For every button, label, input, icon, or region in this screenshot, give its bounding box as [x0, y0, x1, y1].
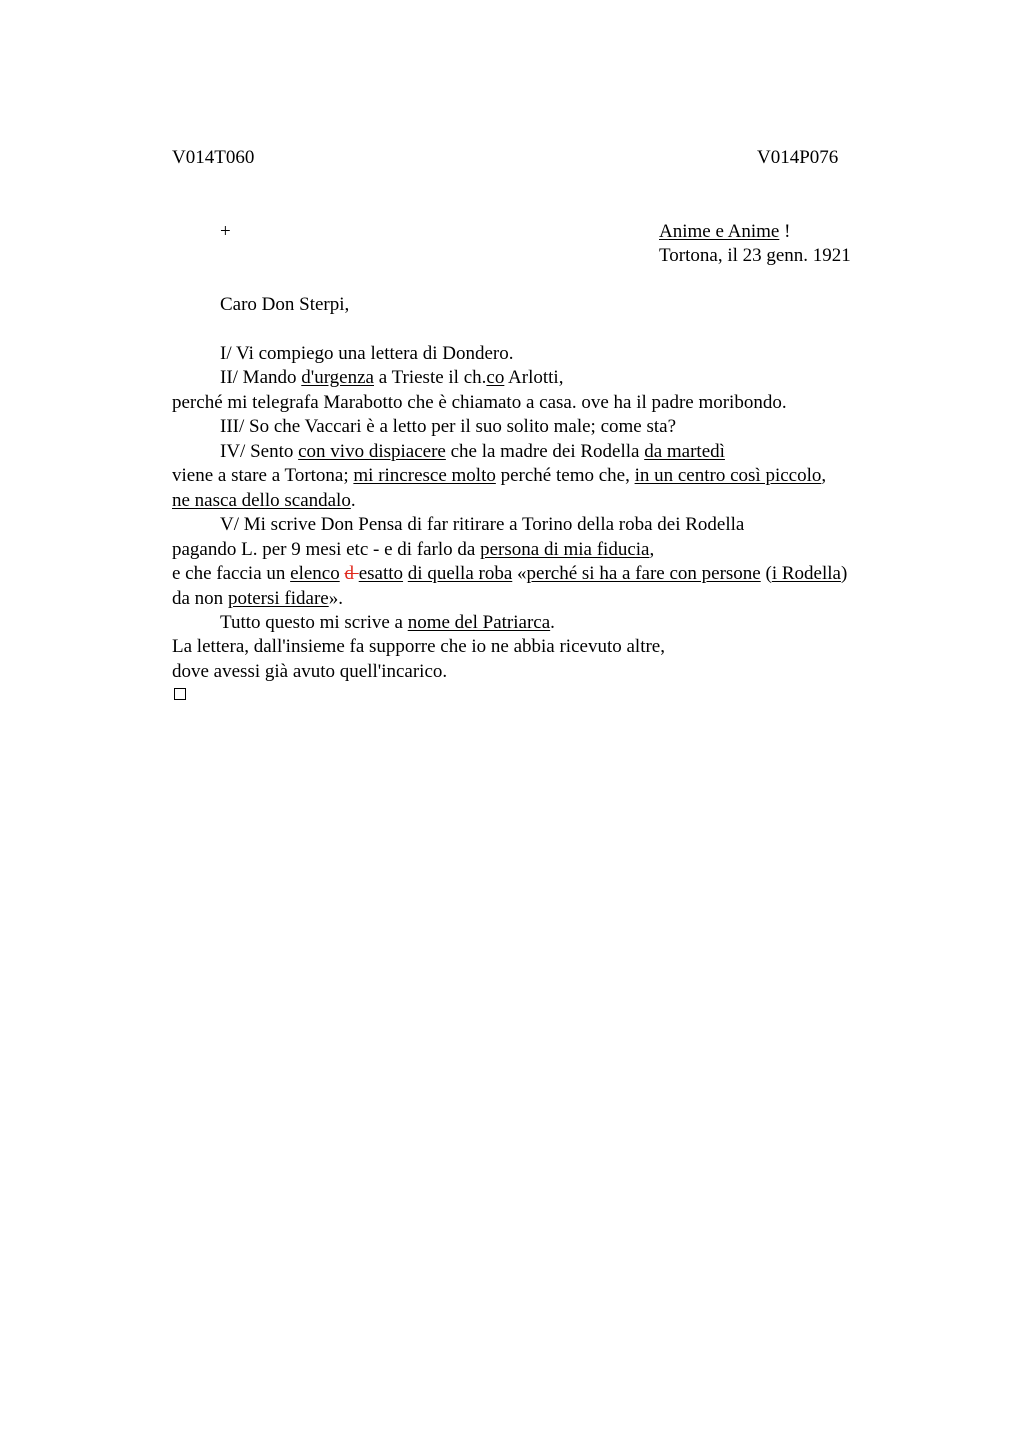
text-run: viene a stare a Tortona; [172, 465, 354, 486]
text-run: . [350, 490, 356, 511]
motto-punctuation: ! [779, 221, 791, 242]
underlined-text: mi rincresce molto [353, 465, 496, 486]
text-run: Tutto questo mi scrive a [220, 612, 408, 633]
text-run: ». [328, 588, 343, 609]
letter-line [172, 464, 826, 488]
underlined-text: in un centro così piccolo [634, 465, 822, 486]
letter-line [172, 587, 343, 611]
underlined-text: co [486, 367, 505, 388]
letter-line [220, 440, 725, 464]
text-run: a Trieste il ch. [373, 367, 487, 388]
greeting: Caro Don Sterpi, [220, 294, 350, 315]
text-run: « [512, 563, 527, 584]
text-run: e che faccia un [172, 563, 291, 584]
underlined-text: perché si ha a fare con persone [526, 563, 761, 584]
underlined-text: di quella roba [407, 563, 513, 584]
document-code-right: V014P076 [757, 147, 839, 168]
motto-text: Anime e Anime [659, 221, 780, 242]
letter-line: III/ So che Vaccari è a letto per il suo solito male; come sta? [220, 416, 677, 437]
text-run: pagando L. per 9 mesi etc - e di farlo da [172, 539, 481, 560]
underlined-text: i Rodella [771, 563, 841, 584]
letter-line: perché mi telegrafa Marabotto che è chiamato a casa. ove ha il padre moribondo. [172, 392, 787, 413]
text-run: IV/ Sento [220, 441, 299, 462]
letter-line: I/ Vi compiego una lettera di Dondero. [220, 343, 514, 364]
underlined-text: elenco [290, 563, 340, 584]
underlined-text: esatto [358, 563, 404, 584]
document-code-left: V014T060 [172, 147, 255, 168]
underlined-text: persona di mia fiducia [480, 539, 650, 560]
place-date: Tortona, il 23 genn. 1921 [659, 245, 851, 266]
cross-mark: + [220, 221, 231, 242]
underlined-text: con vivo dispiacere [298, 441, 446, 462]
motto [659, 220, 790, 244]
underlined-text: potersi fidare [227, 588, 329, 609]
letter-line [220, 366, 563, 390]
letter-line: V/ Mi scrive Don Pensa di far ritirare a Torino della roba dei Rodella [220, 514, 745, 535]
letter-line [172, 538, 654, 562]
text-run: da non [172, 588, 228, 609]
underlined-text: da martedì [644, 441, 725, 462]
text-run: ( [760, 563, 772, 584]
letter-line: La lettera, dall'insieme fa supporre che io ne abbia ricevuto altre, [172, 636, 665, 657]
letter-line [172, 562, 847, 586]
text-run: II/ Mando [220, 367, 302, 388]
text-run: che la madre dei Rodella [445, 441, 645, 462]
underlined-text: ne nasca dello scandalo [172, 490, 351, 511]
empty-square-icon [174, 688, 186, 700]
text-run: perché temo che, [495, 465, 635, 486]
text-run: . [550, 612, 555, 633]
underlined-text: nome del Patriarca [407, 612, 551, 633]
letter-line: dove avessi già avuto quell'incarico. [172, 661, 448, 682]
text-run: ) [840, 563, 848, 584]
letter-line [220, 611, 555, 635]
deleted-text: d [344, 563, 359, 584]
text-run: , [649, 539, 655, 560]
text-run: , [821, 465, 827, 486]
text-run: Arlotti, [504, 367, 564, 388]
letter-line [172, 489, 356, 513]
underlined-text: d'urgenza [301, 367, 374, 388]
